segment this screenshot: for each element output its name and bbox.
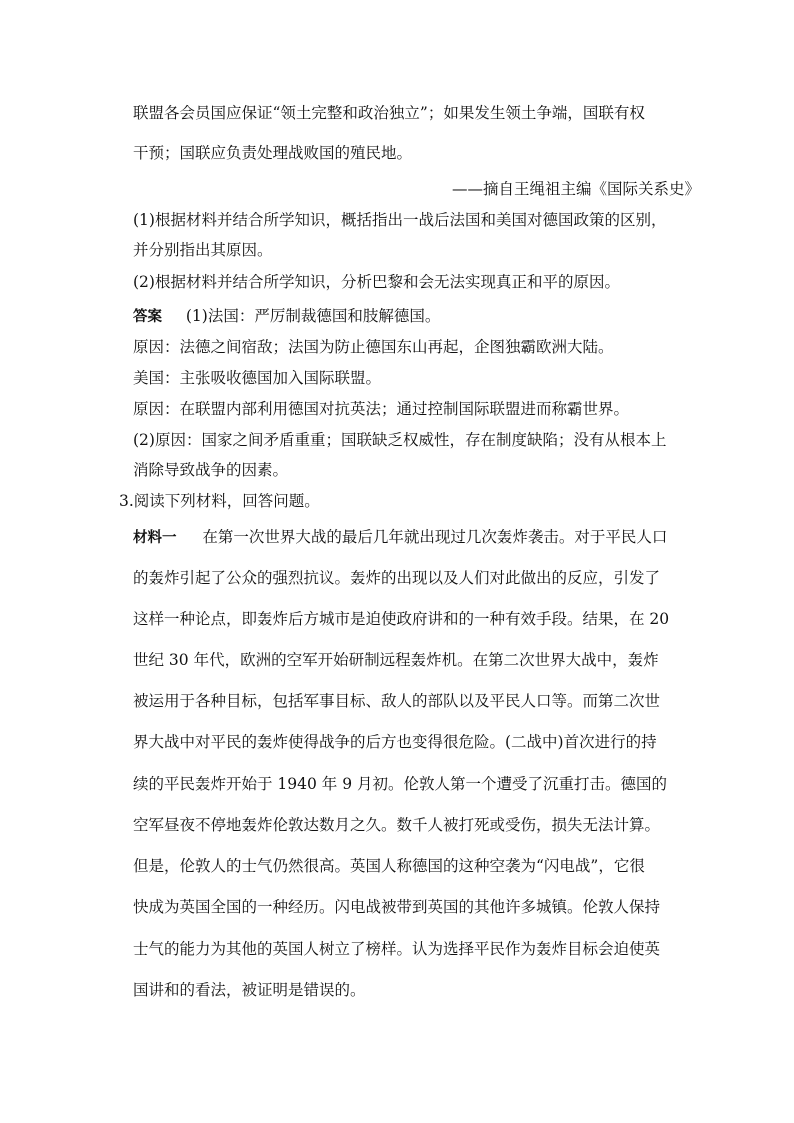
material-1-line: 世纪 30 年代，欧洲的空军开始研制远程轰炸机。在第二次世界大战中，轰炸 [133,651,659,669]
material-1-line: 空军昼夜不停地轰炸伦敦达数月之久。数千人被打死或受伤，损失无法计算。 [133,816,661,834]
question-1-line: (1)根据材料并结合所学知识，概括指出一战后法国和美国对德国政策的区别， [133,211,667,229]
material-1-label: 材料一 [133,530,177,546]
material-1-line: 快成为英国全国的一种经历。闪电战被带到英国的其他许多城镇。伦敦人保持 [133,898,661,916]
answer-line: (2)原因：国家之间矛盾重重；国联缺乏权威性，存在制度缺陷；没有从根本上 [133,431,667,449]
answer-text: (1)法国：严厉制裁德国和肢解德国。 [185,307,441,325]
answer-line: 原因：在联盟内部利用德国对抗英法；通过控制国际联盟进而称霸世界。 [133,400,630,418]
answer-label: 答案 [133,309,162,325]
material-1-text: 在第一次世界大战的最后几年就出现过几次轰炸袭击。对于平民人口 [202,528,668,546]
material-1-line: 这样一种论点，即轰炸后方城市是迫使政府讲和的一种有效手段。结果，在 20 [133,610,670,628]
answer-line: 原因：法德之间宿敌；法国为防止德国东山再起，企图独霸欧洲大陆。 [133,338,614,356]
question-3-title: 3.阅读下列材料，回答问题。 [119,492,320,510]
material-1-line: 界大战中对平民的轰炸使得战争的后方也变得很危险。(二战中)首次进行的持 [133,733,657,751]
answer-line: 消除导致战争的因素。 [133,461,289,479]
question-1-line: 并分别指出其原因。 [133,241,273,259]
answer-line: 美国：主张吸收德国加入国际联盟。 [133,369,382,387]
question-2: (2)根据材料并结合所学知识，分析巴黎和会无法实现真正和平的原因。 [133,273,620,291]
answer-line [133,306,440,327]
material-1-line [133,527,667,548]
material-1-line: 国讲和的看法，被证明是错误的。 [133,981,366,999]
material-1-line: 但是，伦敦人的士气仍然很高。英国人称德国的这种空袭为“闪电战”，它很 [133,857,645,875]
material-1-line: 的轰炸引起了公众的强烈抗议。轰炸的出现以及人们对此做出的反应，引发了 [133,569,661,587]
material-1-line: 续的平民轰炸开始于 1940 年 9 月初。伦敦人第一个遭受了沉重打击。德国的 [133,775,668,793]
material-1-line: 士气的能力为其他的英国人树立了榜样。认为选择平民作为轰炸目标会迫使英 [133,940,661,958]
material-text-line: 干预；国联应负责处理战败国的殖民地。 [133,144,413,162]
material-source: ——摘自王绳祖主编《国际关系史》 [451,180,700,198]
material-1-line: 被运用于各种目标，包括军事目标、敌人的部队以及平民人口等。而第二次世 [133,692,661,710]
material-text-line: 联盟各会员国应保证“领土完整和政治独立”；如果发生领土争端，国联有权 [133,104,645,122]
